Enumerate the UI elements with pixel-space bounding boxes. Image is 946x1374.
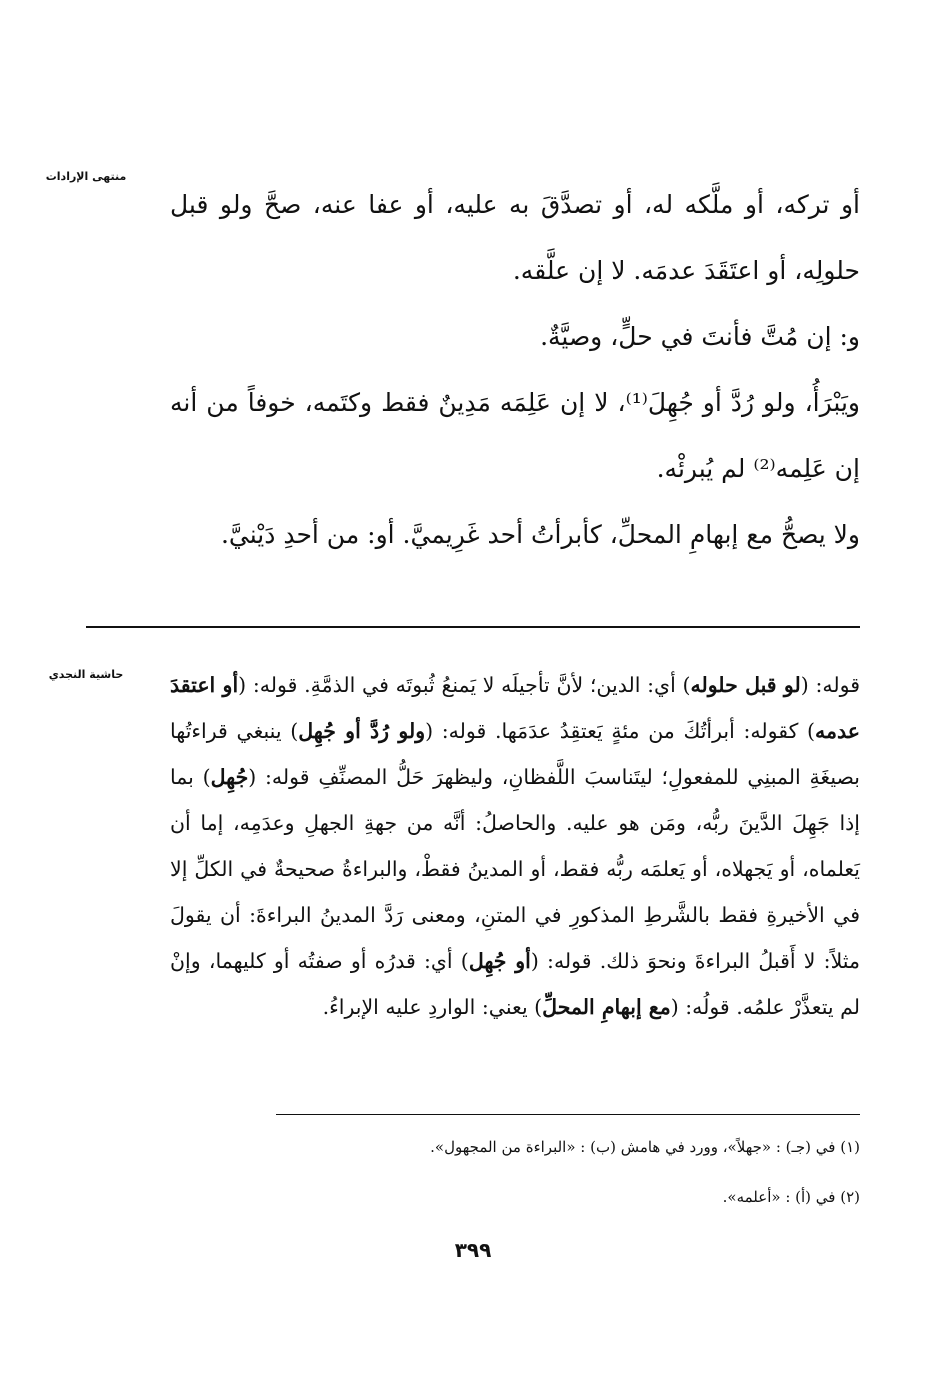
- footnotes: [170, 1134, 860, 1234]
- matn-text: [170, 172, 860, 568]
- hashiya-segment: ) كقوله: أبرأتُكَ من مئةٍ يَعتقِدُ عدَمَها. قوله: (: [425, 719, 816, 743]
- footnote-divider: [276, 1114, 860, 1115]
- page-number: ٣٩٩: [454, 1238, 492, 1262]
- matn-paragraph: و: إن مُتَّ فأنتَ في حلٍّ، وصيَّةٌ.: [540, 322, 860, 351]
- hashiya-quote: لو قبل حلوله: [690, 673, 801, 697]
- hashiya-segment: ) أي: قدرُه أو صفتُه أو كليهما، وإنْ لم يتعذَّرْ علمُه. قولُه: (: [170, 949, 860, 1019]
- hashiya-segment: ) ينبغي قراءتُها بصيغَةِ المبنِي للمفعولِ؛ ليتَناسبَ اللَّفظانِ، وليظهرَ حَلُّ المصنِّفِ قوله: (: [170, 719, 860, 789]
- hashiya-text: [170, 662, 860, 1030]
- side-label-matn: منتهى الإرادات: [45, 170, 127, 183]
- side-label-hashiya: حاشية النجدي: [48, 668, 124, 681]
- section-divider: [86, 626, 860, 628]
- hashiya-segment: قوله: (: [800, 673, 860, 697]
- footnote: (٢) في (أ) : «أعلمه».: [722, 1188, 860, 1206]
- hashiya-quote: أو اعتقدَ عدمه: [170, 673, 860, 743]
- matn-paragraph: ويَبْرَأُ، ولو رُدَّ أو جُهِلَ⁽¹⁾، لا إن عَلِمَه مَدِينٌ فقط وكتَمه، خوفاً من أنه إن عَلِمه⁽²⁾ لم يُبرئْه.: [170, 388, 860, 483]
- hashiya-quote: جُهِل: [210, 765, 249, 789]
- hashiya-quote: ولو رُدَّ أو جُهِل: [298, 719, 426, 743]
- hashiya-segment: ) أي: الدين؛ لأنَّ تأجيلَه لا يَمنعُ ثُبوتَه في الذمَّةِ. قوله: (: [238, 673, 691, 697]
- hashiya-segment: ) يعني: الواردِ عليه الإبراءُ.: [322, 995, 543, 1019]
- hashiya-quote: مع إبهامِ المحلِّ: [542, 995, 671, 1019]
- hashiya-quote: أو جُهِل: [468, 949, 531, 973]
- matn-paragraph: أو تركه، أو ملَّكه له، أو تصدَّقَ به عليه، أو عفا عنه، صحَّ ولو قبل حلولِه، أو اعتَقَدَ عدمَه. لا إن علَّقه.: [170, 190, 860, 285]
- hashiya-segment: ) بما إذا جَهِلَ الدَّينَ ربُّه، ومَن هو عليه. والحاصلُ: أنَّه من جهةِ الجهلِ وعدَمِه، إما أن يَعلماه، أو يَجهلاه، أو يَعلمَه ربُّه فقط، أو المدينُ فقطْ، والبراءةُ صحيحةٌ في الكلِّ إلا في الأخيرةِ فقط بالشَّرطِ المذكورِ في المتنِ، ومعنى رَدَّ المدينُ البراءةَ: أن يقولَ مثلاً: لا أَقبلُ البراءةَ ونحوَ ذلك. قوله: (: [170, 765, 860, 973]
- footnote: (١) في (جـ) : «جهلاً»، وورد في هامش (ب) : «البراءة من المجهول».: [430, 1138, 860, 1156]
- matn-paragraph: ولا يصحُّ مع إبهامِ المحلِّ، كأبرأتُ أحد غَرِيميَّ. أو: من أحدِ دَيْنيَّ.: [220, 520, 860, 549]
